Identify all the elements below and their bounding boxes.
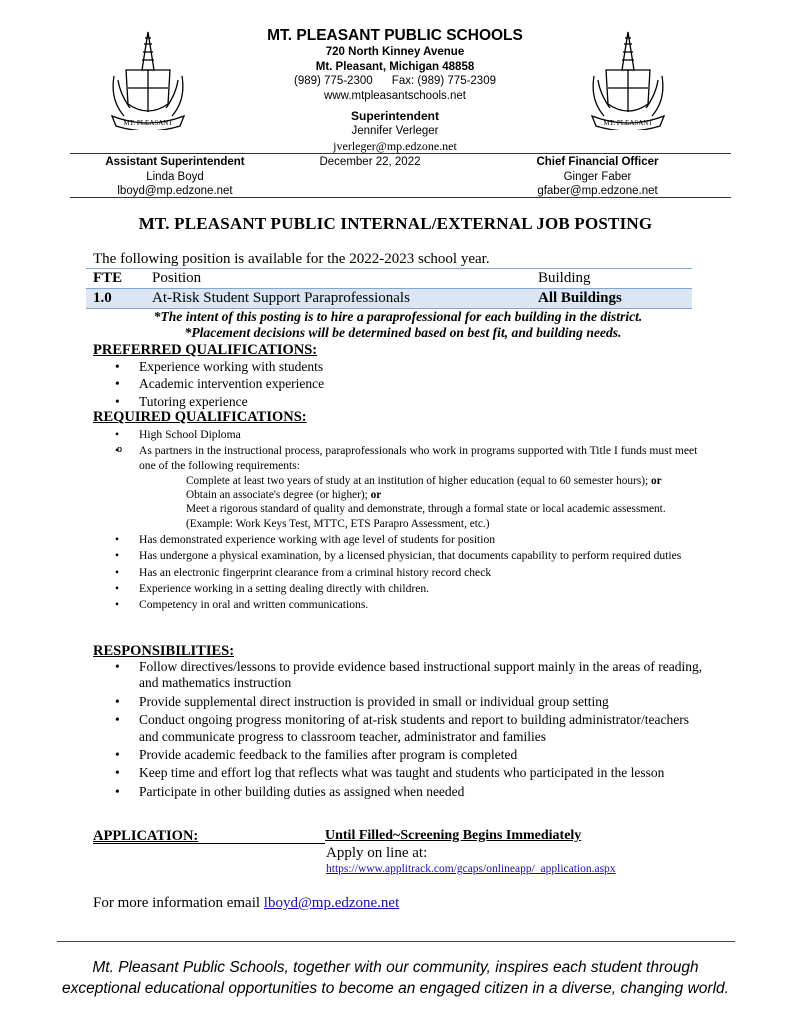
fte-value: 1.0 [93, 290, 112, 306]
cfo-title: Chief Financial Officer [536, 156, 659, 168]
list-item: • Has undergone a physical examination, by a licensed physician, that documents capability to perform required duties [139, 548, 699, 563]
more-info-line [93, 895, 399, 912]
list-item: • Conduct ongoing progress monitoring of at-risk students and report to building administrator/teachers and communicate progress to classroom teacher, administrator and families [139, 712, 704, 745]
title-i-requirement-text: As partners in the instructional process, paraprofessionals who work in programs supported with Title I funds must meet one of the following requirements: [139, 444, 698, 473]
list-item: • Participate in other building duties as assigned when needed [139, 784, 704, 800]
superintendent-name: Jennifer Verleger [351, 125, 439, 137]
list-item: • Experience working with students [139, 358, 699, 375]
cfo-block [500, 155, 695, 199]
position-table-row [86, 288, 692, 309]
posting-intro: The following position is available for the 2022-2023 school year. [93, 251, 490, 267]
list-item: • Provide supplemental direct instruction is provided in small or individual group setting [139, 694, 704, 710]
list-item: • Experience working in a setting dealing directly with children. [139, 581, 699, 596]
title-i-options-list [186, 474, 699, 532]
list-item [186, 502, 699, 531]
cfo-name: Ginger Faber [563, 170, 632, 183]
svg-text:MT. PLEASANT: MT. PLEASANT [603, 119, 653, 127]
col-header-fte: FTE [93, 270, 123, 286]
district-phone-fax: (989) 775-2300 Fax: (989) 775-2309 [293, 75, 496, 87]
option-text: Meet a rigorous standard of quality and demonstrate, through a formal state or local academic assessment. (Example: Work Keys Test, MTTC, ETS Parapro Assessment, etc.) [186, 503, 666, 530]
option-or: or [370, 489, 382, 502]
preferred-qualifications-list [139, 358, 699, 410]
list-item [186, 488, 699, 502]
posting-note-2: *Placement decisions will be determined based on best fit, and building needs. [184, 325, 622, 340]
superintendent-title: Superintendent [350, 109, 439, 123]
list-item: • Keep time and effort log that reflects what was taught and students who participated in the lesson [139, 765, 704, 781]
assistant-superintendent-name: Linda Boyd [146, 170, 204, 183]
assistant-superintendent-title: Assistant Superintendent [105, 156, 245, 168]
list-item: • Competency in oral and written communications. [139, 597, 699, 612]
letterhead [170, 26, 620, 153]
svg-text:MT. PLEASANT: MT. PLEASANT [123, 119, 173, 127]
col-header-building: Building [538, 270, 591, 286]
list-item: • Has an electronic fingerprint clearance from a criminal history record check [139, 565, 699, 580]
building-value: All Buildings [538, 290, 622, 306]
list-item: • Has demonstrated experience working with age level of students for position [139, 532, 699, 547]
assistant-superintendent-email: lboyd@mp.edzone.net [117, 185, 233, 197]
application-label: APPLICATION: [93, 828, 199, 844]
contact-email-link[interactable]: lboyd@mp.edzone.net [263, 895, 400, 911]
col-header-position: Position [152, 270, 202, 286]
posting-date: December 22, 2022 [319, 156, 421, 168]
position-table-header [86, 269, 692, 288]
required-qualifications-heading: REQUIRED QUALIFICATIONS: [93, 409, 307, 425]
header-divider-bottom [70, 197, 731, 198]
option-text: Obtain an associate's degree (or higher); [186, 489, 368, 502]
footer-divider [57, 941, 735, 942]
district-city: Mt. Pleasant, Michigan 48858 [315, 60, 475, 73]
list-item: • High School Diploma [139, 427, 699, 442]
posting-notes [93, 309, 693, 341]
apply-online-text: Apply on line at: [326, 845, 428, 861]
posting-title: MT. PLEASANT PUBLIC INTERNAL/EXTERNAL JOB POSTING [138, 214, 653, 233]
option-or: or [650, 474, 662, 487]
responsibilities-list [139, 659, 704, 800]
required-qualifications-list [139, 427, 699, 612]
district-name: MT. PLEASANT PUBLIC SCHOOLS [267, 27, 523, 44]
preferred-qualifications-heading: PREFERRED QUALIFICATIONS: [93, 342, 318, 358]
mission-line-1: Mt. Pleasant Public Schools, together with our community, inspires each student through [92, 959, 699, 976]
application-status: Until Filled~Screening Begins Immediately [325, 828, 582, 843]
mission-statement [0, 957, 791, 999]
district-website: www.mtpleasantschools.net [324, 89, 466, 102]
more-info-text: For more information email [93, 895, 261, 911]
responsibilities-heading: RESPONSIBILITIES: [93, 643, 235, 659]
mission-line-2: exceptional educational opportunities to become an engaged citizen in a diverse, changing world. [62, 980, 729, 997]
district-address: 720 North Kinney Avenue [325, 46, 465, 58]
list-item [139, 443, 699, 531]
list-item [186, 474, 699, 488]
application-url-link[interactable]: https://www.applitrack.com/gcaps/onlineapp/_application.aspx [326, 863, 616, 875]
list-item: • Tutoring experience [139, 393, 699, 410]
position-value: At-Risk Student Support Paraprofessionals [152, 290, 410, 306]
option-text: Complete at least two years of study at an institution of higher education (equal to 60 semester hours); [186, 474, 649, 487]
posting-note-1: *The intent of this posting is to hire a paraprofessional for each building in the district. [153, 309, 643, 324]
cfo-email: gfaber@mp.edzone.net [537, 185, 658, 197]
assistant-superintendent-block [80, 155, 270, 199]
list-item: • Academic intervention experience [139, 375, 699, 392]
superintendent-email: jverleger@mp.edzone.net [333, 138, 457, 153]
list-item: • Provide academic feedback to the families after program is completed [139, 747, 704, 763]
header-divider-top [70, 153, 731, 154]
application-underline [93, 843, 325, 844]
list-item: • Follow directives/lessons to provide evidence based instructional support mainly in the areas of reading, and mathematics instruction [139, 659, 704, 692]
